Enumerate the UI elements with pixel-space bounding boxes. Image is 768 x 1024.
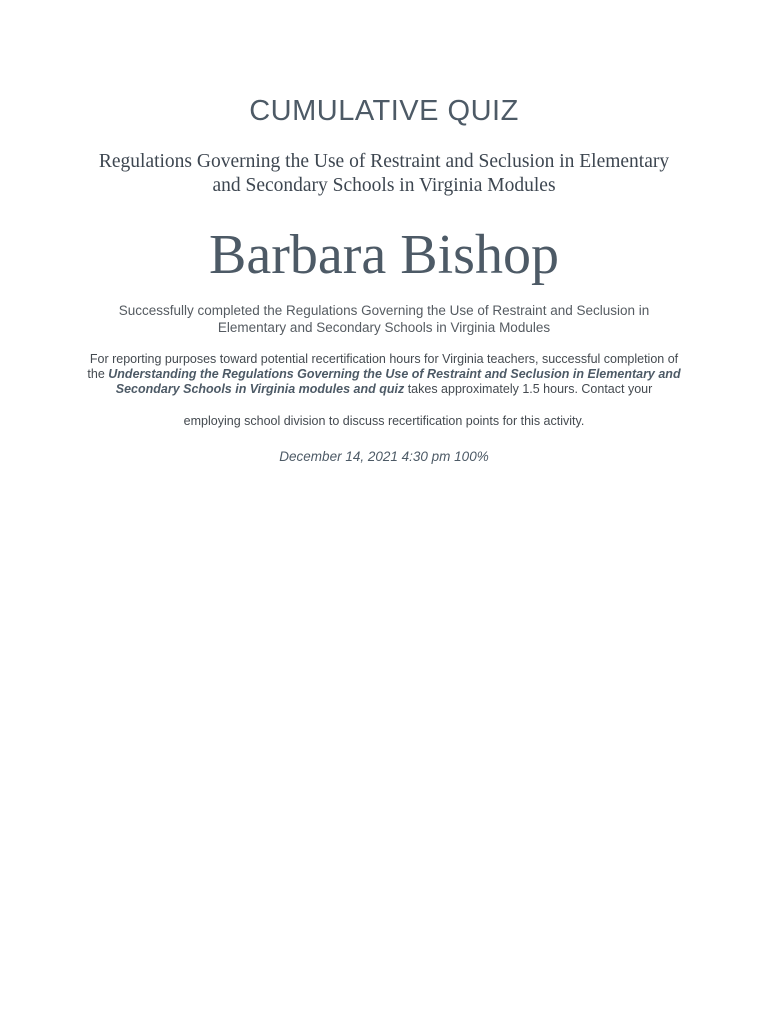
reporting-outro: takes approximately 1.5 hours. Contact your bbox=[404, 382, 653, 396]
reporting-paragraph bbox=[84, 352, 684, 397]
completion-statement: Successfully completed the Regulations Governing the Use of Restraint and Seclusion in Elementary and Secondary Schools in Virginia Modules bbox=[118, 303, 650, 335]
employing-statement: employing school division to discuss recertification points for this activity. bbox=[183, 414, 585, 428]
completion-date: December 14, 2021 4:30 pm bbox=[279, 449, 451, 464]
quiz-score: 100% bbox=[454, 449, 489, 464]
certificate-subtitle: Regulations Governing the Use of Restraint and Seclusion in Elementary and Secondary Schools in Virginia Modules bbox=[98, 151, 670, 196]
reporting-intro: For reporting purposes toward potential recertification hours for Virginia teachers, successful completion of the bbox=[87, 352, 679, 381]
completion-meta bbox=[0, 448, 768, 465]
recipient-name: Barbara Bishop bbox=[209, 224, 559, 286]
certificate-title: CUMULATIVE QUIZ bbox=[249, 95, 519, 127]
course-name-emphasis: Understanding the Regulations Governing the Use of Restraint and Seclusion in Elementary and Secondary Schools in Virginia modules and quiz bbox=[108, 367, 681, 396]
